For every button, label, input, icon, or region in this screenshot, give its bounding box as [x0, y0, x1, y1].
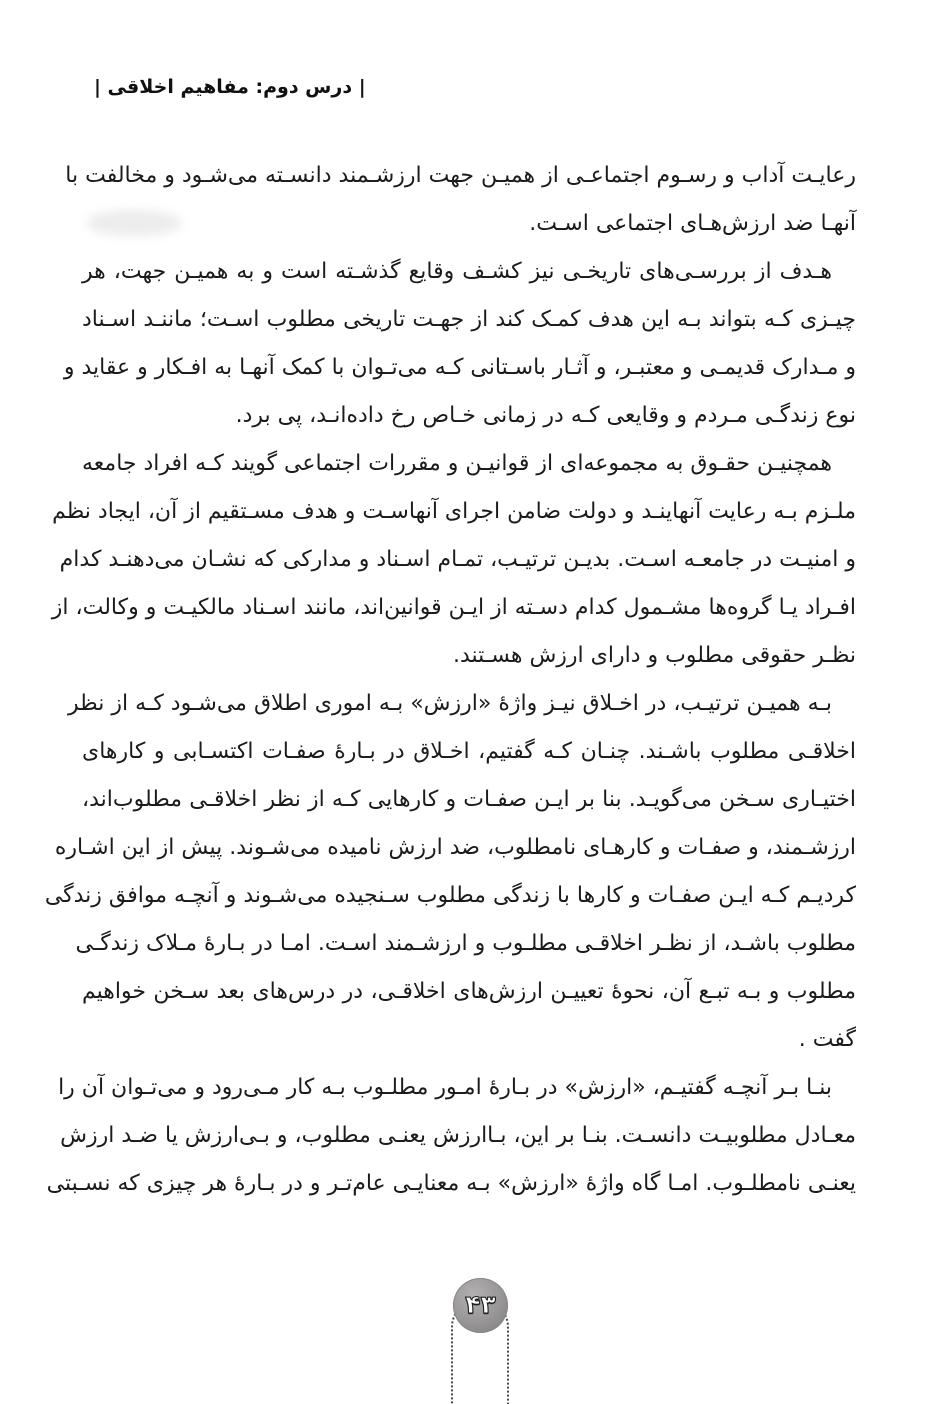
text-line: نظـر حقوقی مطلوب و دارای ارزش هسـتند.	[452, 643, 856, 668]
text-line: مطلوب و بـه تبـع آن، نحوهٔ تعییـن ارزش‌های اخلاقـی، در درس‌های بعد سـخن خواهیم	[82, 979, 856, 1004]
text-line: چیـزی کـه بتواند بـه این هدف کمـک کند از جهـت تاریخی مطلوب اسـت؛ ماننـد اسـناد	[82, 307, 856, 332]
text-line: همچنیـن حقـوق به مجموعه‌ای از قوانیـن و مقررات اجتماعی گویند کـه افراد جامعه	[82, 451, 832, 476]
text-column	[44, 152, 856, 1208]
page-number: ۴۳	[465, 1289, 496, 1319]
chapter-running-header: | درس دوم: مفاهیم اخلاقی |	[94, 76, 366, 98]
text-line: ارزشـمند، و صفـات و کارهـای نامطلوب، ضد ارزش نامیده می‌شـوند. پیش از این اشـاره	[54, 835, 856, 860]
page-number-badge	[453, 1278, 508, 1333]
text-line: بنـا بـر آنچـه گفتیـم، «ارزش» در بـارهٔ امـور مطلـوب بـه کار مـی‌رود و می‌تـوان آن را	[58, 1075, 832, 1100]
text-line: و امنیـت در جامعـه اسـت. بدیـن ترتیـب، تمـام اسـناد و مدارکی که نشـان می‌دهنـد کدام	[59, 547, 856, 572]
text-line: اخلاقـی مطلوب باشـند. چنـان کـه گفتیم، اخـلاق در بـارهٔ صفـات اکتسـابی و کارهای	[82, 739, 856, 764]
text-line: افـراد یـا گروه‌ها مشـمول کدام دسـته از ایـن قوانین‌اند، مانند اسـناد مالکیـت و وکالت، از	[51, 595, 856, 620]
text-line: کردیـم کـه ایـن صفـات و کارها با زندگی مطلوب سـنجیده می‌شـوند و آنچـه موافق زندگی	[44, 883, 856, 908]
text-line: مطلوب باشـد، از نظـر اخلاقـی مطلـوب و ارزشـمند اسـت. امـا در بـارهٔ مـلاک زندگـی	[75, 931, 856, 956]
text-line: و مـدارک قدیمـی و معتبـر، و آثـار باسـتانی کـه می‌تـوان با کمک آنهـا به افـکار و عقاید و	[63, 355, 856, 380]
text-line: آنهـا ضد ارزش‌هـای اجتماعی اسـت.	[529, 211, 856, 236]
text-line: اختیـاری سـخن می‌گویـد. بنا بر ایـن صفـات و کارهایی کـه از نظر اخلاقـی مطلوب‌اند،	[82, 787, 856, 812]
text-line: معـادل مطلوبیـت دانسـت. بنـا بر این، بـاارزش یعنـی مطلوب، و بـی‌ارزش یا ضـد ارزش	[60, 1123, 856, 1148]
text-line: رعایـت آداب و رسـوم اجتماعـی از همیـن جهت ارزشـمند دانسـته می‌شـود و مخالفت با	[65, 163, 856, 188]
text-line: گفت .	[798, 1027, 856, 1052]
text-line: بـه همیـن ترتیـب، در اخـلاق نیـز واژهٔ «ارزش» بـه اموری اطلاق می‌شـود کـه از نظر	[68, 691, 832, 716]
text-line: یعنـی نامطلـوب. امـا گاه واژهٔ «ارزش» بـه معنایـی عام‌تـر و در بـارهٔ هر چیزی که نسـبتی	[46, 1171, 856, 1196]
text-line: ملـزم بـه رعایت آنهاینـد و دولت ضامن اجرای آنهاسـت و هدف مسـتقیم از آن، ایجاد نظم	[52, 499, 856, 524]
text-line: نوع زندگـی مـردم و وقایعی کـه در زمانی خـاص رخ داده‌انـد، پی برد.	[235, 403, 856, 428]
text-line: هـدف از بررسـی‌های تاریخـی نیز کشـف وقایع گذشـته است و به همیـن جهت، هر	[82, 259, 832, 284]
